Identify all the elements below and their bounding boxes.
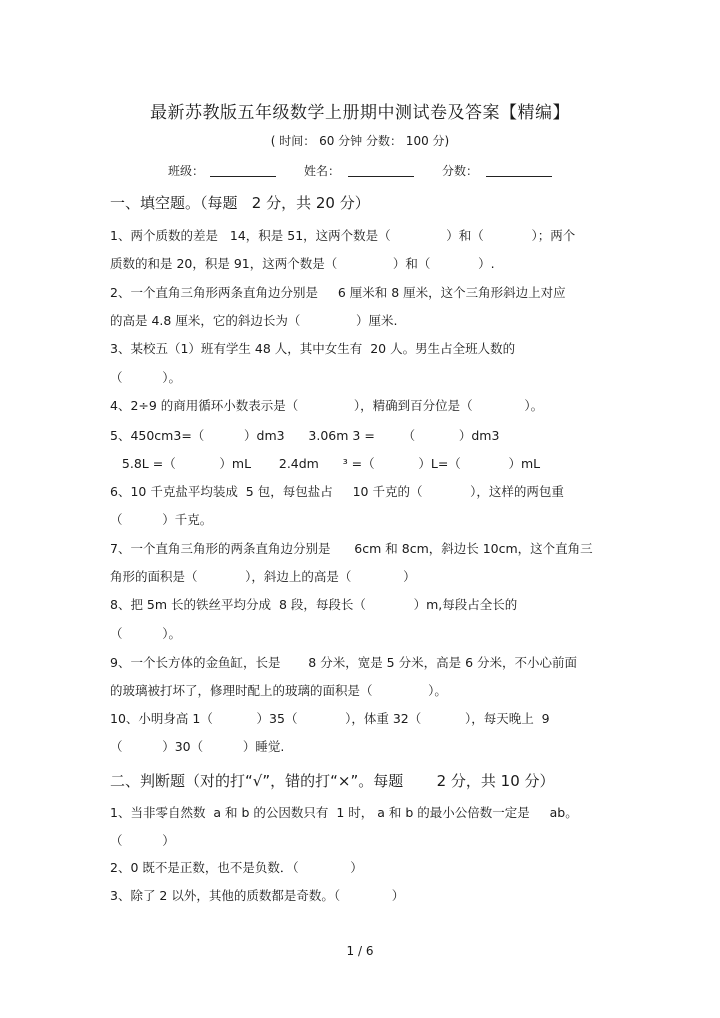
question-line: 2、0 既不是正数，也不是负数．（ ） xyxy=(110,860,363,875)
question-line: 3、某校五（1）班有学生 48 人，其中女生有 20 人。男生占全班人数的 xyxy=(110,341,516,356)
page-number: 1 / 6 xyxy=(346,944,374,958)
question-line: 9、一个长方体的金鱼缸，长是 8 分米，宽是 5 分米，高是 6 分米，不小心前面 xyxy=(110,655,577,670)
question-line: 角形的面积是（ ），斜边上的高是（ ） xyxy=(110,569,416,584)
question-line: 质数的和是 20，积是 91，这两个数是（ ）和（ ）. xyxy=(110,256,495,271)
document-title: 最新苏教版五年级数学上册期中测试卷及答案【精编】 xyxy=(150,103,570,123)
document-subtitle: ( 时间： 60 分钟 分数： 100 分) xyxy=(270,134,450,148)
question-line: 的高是 4.8 厘米，它的斜边长为（ ）厘米. xyxy=(110,313,398,328)
question-line: 5.8L =（ ）mL 2.4dm ³ =（ ）L=（ ）mL xyxy=(110,456,541,471)
question-line: 2、一个直角三角形两条直角边分别是 6 厘米和 8 厘米，这个三角形斜边上对应 xyxy=(110,285,566,300)
class-blank xyxy=(210,176,276,177)
name-blank xyxy=(348,176,414,177)
question-line: （ ）千克。 xyxy=(110,512,213,527)
question-line: 的玻璃被打坏了，修理时配上的玻璃的面积是（ ）。 xyxy=(110,683,447,698)
score-blank xyxy=(486,176,552,177)
question-line: 1、当非零自然数 a 和 b 的公因数只有 1 时， a 和 b 的最小公倍数一定是 ab。 xyxy=(110,805,578,820)
question-line: （ ）。 xyxy=(110,626,181,641)
question-line: 8、把 5m 长的铁丝平均分成 8 段，每段长（ ）m,每段占全长的 xyxy=(110,597,518,612)
name-label: 姓名： xyxy=(304,164,341,178)
question-line: 10、小明身高 1（ ）35（ ），体重 32（ ），每天晚上 9 xyxy=(110,711,550,726)
question-line: 5、450cm3=（ ）dm3 3.06m 3 = （ ）dm3 xyxy=(110,428,500,443)
question-line: （ ）30（ ）睡觉. xyxy=(110,739,285,754)
section2-heading: 二、判断题（对的打“√”，错的打“×”。每题 2 分，共 10 分） xyxy=(110,772,555,790)
question-line: 1、两个质数的差是 14，积是 51，这两个数是（ ）和（ ）；两个 xyxy=(110,228,576,243)
class-label: 班级： xyxy=(168,164,205,178)
section1-heading: 一、填空题。（每题 2 分，共 20 分） xyxy=(110,194,370,212)
score-label: 分数： xyxy=(442,164,479,178)
question-line: 6、10 千克盐平均装成 5 包，每包盐占 10 千克的（ ），这样的两包重 xyxy=(110,484,564,499)
question-line: （ ）。 xyxy=(110,370,181,385)
question-line: 7、一个直角三角形的两条直角边分别是 6cm 和 8cm，斜边长 10cm，这个直角三 xyxy=(110,541,593,556)
question-line: 3、除了 2 以外，其他的质数都是奇数。（ ） xyxy=(110,888,405,903)
question-line: （ ） xyxy=(110,833,175,848)
question-line: 4、2÷9 的商用循环小数表示是（ ），精确到百分位是（ ）。 xyxy=(110,398,544,413)
